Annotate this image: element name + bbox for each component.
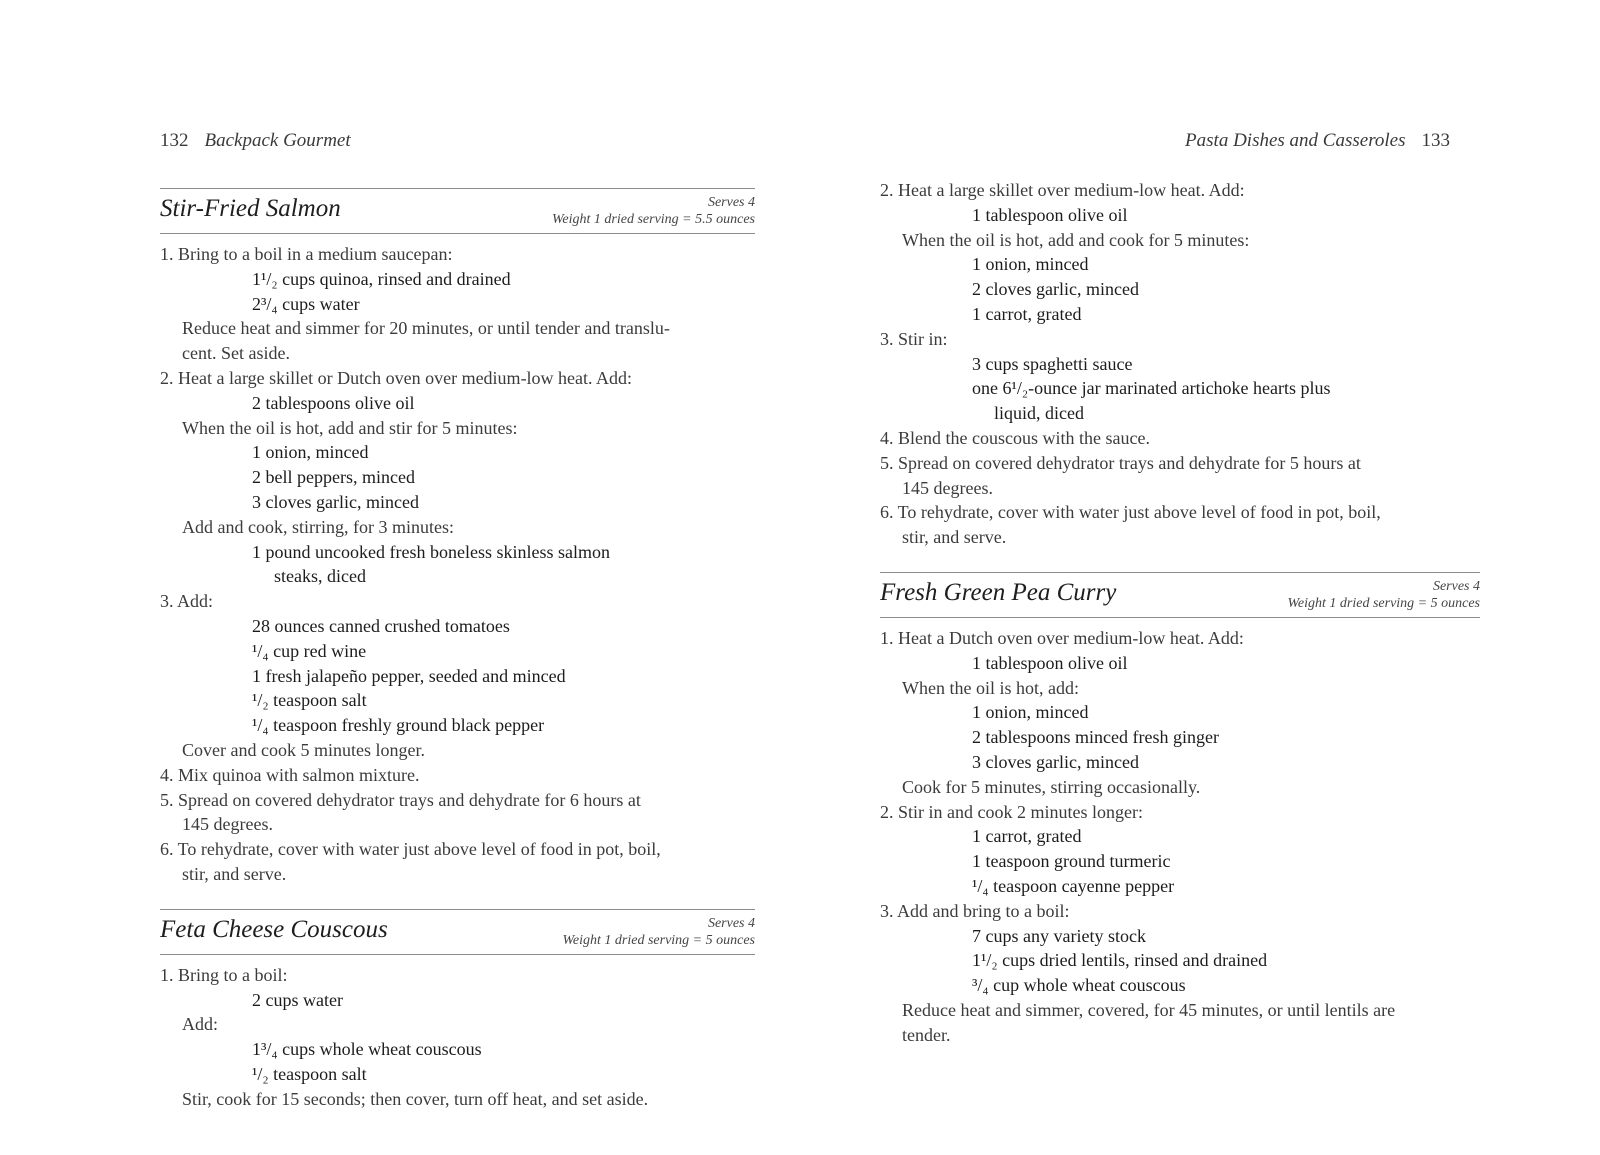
ingredient-line: 28 ounces canned crushed tomatoes xyxy=(252,615,510,636)
instruction-text: Add and cook, stirring, for 3 minutes: xyxy=(182,516,454,537)
ingredient-line: 2 cups water xyxy=(252,989,343,1010)
instruction-text: Add: xyxy=(182,1014,218,1035)
page-number: 132 xyxy=(160,130,189,151)
instruction-step: 2. Heat a large skillet over medium-low heat. Add: xyxy=(880,180,1245,200)
ingredient-line: 1¹/₂ cups quinoa, rinsed and drained xyxy=(252,268,511,289)
serves-label: Serves 4 xyxy=(707,195,755,210)
instruction-text: Cook for 5 minutes, stirring occasionally. xyxy=(902,776,1201,797)
left-running-head xyxy=(160,130,351,152)
recipe-title: Feta Cheese Couscous xyxy=(160,915,388,943)
ingredient-line: 1 onion, minced xyxy=(972,702,1089,723)
ingredient-line: 1 onion, minced xyxy=(252,442,369,463)
instruction-step: 1. Bring to a boil in a medium saucepan: xyxy=(160,244,453,264)
instruction-text: When the oil is hot, add and stir for 5 minutes: xyxy=(182,417,518,438)
instruction-step: 1. Heat a Dutch oven over medium-low heat. Add: xyxy=(880,627,1244,648)
instruction-text: 145 degrees. xyxy=(902,477,993,498)
instruction-step: 5. Spread on covered dehydrator trays and dehydrate for 5 hours at xyxy=(880,452,1361,473)
recipe-meta xyxy=(563,915,755,949)
instruction-text: Stir, cook for 15 seconds; then cover, turn off heat, and set aside. xyxy=(182,1088,649,1109)
page-number: 133 xyxy=(1421,130,1450,151)
ingredient-line: 1¹/₂ cups dried lentils, rinsed and drained xyxy=(972,950,1268,971)
ingredient-line: 1 fresh jalapeño pepper, seeded and minced xyxy=(252,665,566,686)
right-running-head xyxy=(1185,130,1450,152)
instruction-text: cent. Set aside. xyxy=(182,343,290,364)
instruction-step: 4. Mix quinoa with salmon mixture. xyxy=(160,764,420,785)
instruction-step: 3. Stir in: xyxy=(880,328,948,349)
instruction-text: stir, and serve. xyxy=(182,863,287,884)
instruction-step: 2. Heat a large skillet or Dutch oven over medium-low heat. Add: xyxy=(160,367,633,388)
instruction-step: 3. Add and bring to a boil: xyxy=(880,900,1070,921)
ingredient-line: 2 tablespoons olive oil xyxy=(252,392,415,413)
ingredient-line: ³/₄ cup whole wheat couscous xyxy=(972,975,1186,996)
instruction-step: 5. Spread on covered dehydrator trays and dehydrate for 6 hours at xyxy=(160,789,641,810)
ingredient-line: 2 tablespoons minced fresh ginger xyxy=(972,727,1219,748)
ingredient-line: ¹/₄ teaspoon cayenne pepper xyxy=(972,875,1175,896)
instruction-text: When the oil is hot, add: xyxy=(902,677,1079,698)
ingredient-line: 1³/₄ cups whole wheat couscous xyxy=(252,1039,482,1060)
ingredient-line: 3 cloves garlic, minced xyxy=(252,491,419,512)
ingredient-line: 1 carrot, grated xyxy=(972,826,1082,847)
instruction-step: 6. To rehydrate, cover with water just above level of food in pot, boil, xyxy=(160,839,661,860)
ingredient-line: 7 cups any variety stock xyxy=(972,925,1146,946)
ingredient-line: ¹/₄ teaspoon freshly ground black pepper xyxy=(252,715,545,736)
right-column xyxy=(880,178,1480,1048)
recipe-meta xyxy=(552,194,755,228)
instruction-text: tender. xyxy=(902,1024,951,1045)
ingredient-line: 1 onion, minced xyxy=(972,254,1089,275)
recipe-meta xyxy=(1288,578,1480,612)
ingredient-line: 2³/₄ cups water xyxy=(252,293,360,314)
ingredient-line: ¹/₄ cup red wine xyxy=(252,640,367,661)
instruction-text: stir, and serve. xyxy=(902,527,1007,548)
ingredient-line: 3 cloves garlic, minced xyxy=(972,751,1139,772)
ingredient-line: 2 cloves garlic, minced xyxy=(972,279,1139,300)
instruction-text: Reduce heat and simmer, covered, for 45 minutes, or until lentils are xyxy=(902,999,1396,1020)
ingredient-line: one 6¹/₂-ounce jar marinated artichoke hearts plus xyxy=(972,378,1331,399)
serves-label: Serves 4 xyxy=(1432,578,1480,594)
recipe-header xyxy=(160,188,755,234)
instruction-step: 3. Add: xyxy=(160,591,214,612)
instruction-step: 1. Bring to a boil: xyxy=(160,964,288,985)
instruction-step: 4. Blend the couscous with the sauce. xyxy=(880,427,1150,448)
ingredient-line: ¹/₂ teaspoon salt xyxy=(252,690,367,711)
running-title: Backpack Gourmet xyxy=(204,130,351,151)
instruction-text: Cover and cook 5 minutes longer. xyxy=(182,739,425,760)
section-gap xyxy=(160,887,755,909)
running-title: Pasta Dishes and Casseroles xyxy=(1185,130,1406,151)
ingredient-line: 1 tablespoon olive oil xyxy=(972,204,1128,225)
recipe-header xyxy=(160,909,755,955)
recipe-title: Fresh Green Pea Curry xyxy=(880,578,1117,606)
recipe-header xyxy=(880,572,1480,618)
instruction-step: 2. Stir in and cook 2 minutes longer: xyxy=(880,801,1143,822)
ingredient-line: 1 pound uncooked fresh boneless skinless salmon xyxy=(252,541,610,562)
ingredient-line: 3 cups spaghetti sauce xyxy=(972,353,1133,374)
serving-weight: Weight 1 dried serving = 5 ounces xyxy=(1287,595,1480,611)
recipe-title: Stir-Fried Salmon xyxy=(160,195,341,222)
ingredient-line: ¹/₂ teaspoon salt xyxy=(252,1063,367,1084)
section-gap xyxy=(880,550,1480,572)
ingredient-line: 1 tablespoon olive oil xyxy=(972,652,1128,673)
instruction-text: 145 degrees. xyxy=(182,814,273,835)
ingredient-line: 1 teaspoon ground turmeric xyxy=(972,851,1171,872)
ingredient-line: steaks, diced xyxy=(274,566,366,587)
instruction-text: When the oil is hot, add and cook for 5 minutes: xyxy=(902,229,1250,250)
instruction-text: Reduce heat and simmer for 20 minutes, or until tender and translu- xyxy=(182,318,670,339)
ingredient-line: liquid, diced xyxy=(994,403,1084,424)
serving-weight: Weight 1 dried serving = 5 ounces xyxy=(562,932,755,948)
serves-label: Serves 4 xyxy=(707,915,755,931)
instruction-step: 6. To rehydrate, cover with water just above level of food in pot, boil, xyxy=(880,502,1381,523)
ingredient-line: 1 carrot, grated xyxy=(972,303,1082,324)
ingredient-line: 2 bell peppers, minced xyxy=(252,467,415,488)
serving-weight: Weight 1 dried serving = 5.5 ounces xyxy=(552,212,755,227)
left-column xyxy=(160,188,755,1112)
